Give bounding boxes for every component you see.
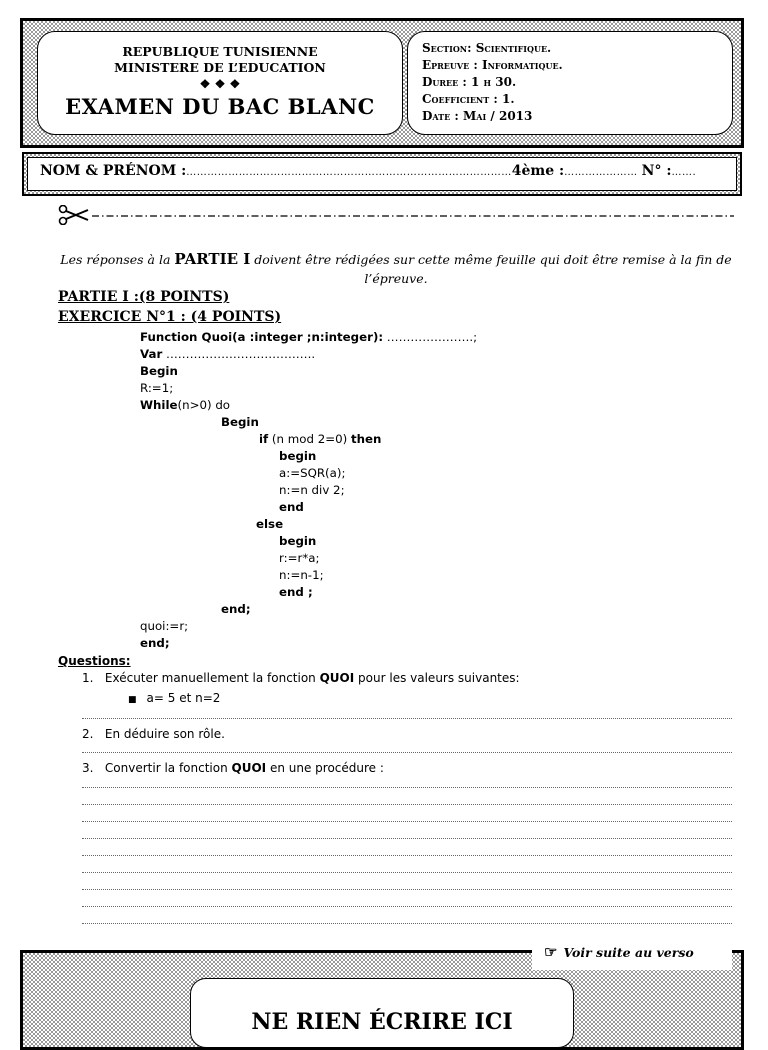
code-line-6: Begin bbox=[221, 415, 259, 429]
duree-info: Duree : 1 h 30. bbox=[422, 75, 517, 89]
answer-line[interactable] bbox=[82, 821, 732, 822]
code-line-12: else bbox=[256, 517, 284, 531]
code-line-15: n:=n-1; bbox=[279, 568, 324, 582]
questions-title: Questions: bbox=[58, 654, 131, 668]
question-1-bullet: ■ a= 5 et n=2 bbox=[128, 691, 221, 705]
question-3: 3. Convertir la fonction QUOI en une procédure : bbox=[82, 761, 384, 775]
code-line-18: quoi:=r; bbox=[140, 619, 189, 633]
answer-line[interactable] bbox=[82, 718, 732, 719]
student-info-line bbox=[27, 157, 737, 191]
code-line-14: r:=r*a; bbox=[279, 551, 320, 565]
code-line-5: While(n>0) do bbox=[140, 398, 231, 412]
exercice-title: EXERCICE N°1 : (4 POINTS) bbox=[58, 309, 282, 325]
code-line-7: if (n mod 2=0) then bbox=[259, 432, 382, 446]
section-info: Section: Scientifique. bbox=[422, 41, 552, 55]
cut-line bbox=[58, 205, 734, 225]
question-1: 1. Exécuter manuellement la fonction QUOI pour les valeurs suivantes: bbox=[82, 671, 520, 685]
instructions bbox=[58, 250, 734, 288]
exam-info-box bbox=[407, 31, 733, 135]
ministry-name: MINISTERE DE L’EDUCATION bbox=[114, 60, 326, 75]
code-line-8: begin bbox=[279, 449, 317, 463]
date-info: Date : Mai / 2013 bbox=[422, 109, 533, 123]
answer-line[interactable] bbox=[82, 838, 732, 839]
number-label: N° : bbox=[641, 163, 672, 179]
intro-text-2: doivent être rédigées sur cette même feuille qui doit être remise à la fin de l’épreuve. bbox=[254, 252, 732, 286]
verso-note bbox=[532, 940, 732, 970]
header-ministry-box bbox=[37, 31, 403, 135]
exam-title: EXAMEN DU BAC BLANC bbox=[65, 94, 375, 119]
coefficient-info: Coefficient : 1. bbox=[422, 92, 515, 106]
code-line-17: end; bbox=[221, 602, 251, 616]
code-line-2: Var ……………………………….. bbox=[140, 347, 316, 361]
code-line-1: Function Quoi(a :integer ;n:integer): ………………….; bbox=[140, 330, 478, 344]
country-name: REPUBLIQUE TUNISIENNE bbox=[122, 44, 318, 59]
answer-line[interactable] bbox=[82, 804, 732, 805]
answer-line[interactable] bbox=[82, 787, 732, 788]
code-line-19: end; bbox=[140, 636, 170, 650]
name-label: NOM & PRÉNOM : bbox=[40, 163, 187, 179]
code-line-16: end ; bbox=[279, 585, 313, 599]
question-2: 2. En déduire son rôle. bbox=[82, 727, 225, 741]
answer-line[interactable] bbox=[82, 872, 732, 873]
verso-label: Voir suite au verso bbox=[563, 945, 694, 960]
intro-text-1: Les réponses à la bbox=[60, 252, 171, 267]
ornament: ❖ ❖ ❖ bbox=[199, 77, 241, 91]
do-not-write-box bbox=[190, 978, 574, 1048]
code-line-11: end bbox=[279, 500, 304, 514]
answer-line[interactable] bbox=[82, 855, 732, 856]
code-line-3: Begin bbox=[140, 364, 178, 378]
partie-title: PARTIE I :(8 POINTS) bbox=[58, 289, 230, 305]
class-label: 4ème : bbox=[511, 163, 565, 179]
name-field[interactable]: ………………………………………………………………………………… bbox=[186, 167, 512, 178]
intro-partie: PARTIE I bbox=[174, 250, 251, 268]
answer-line[interactable] bbox=[82, 889, 732, 890]
scissors-icon bbox=[60, 206, 89, 225]
answer-line[interactable] bbox=[82, 906, 732, 907]
code-line-4: R:=1; bbox=[140, 381, 174, 395]
number-field[interactable]: ……. bbox=[671, 167, 697, 178]
pointing-hand-icon: ☞ bbox=[544, 943, 558, 961]
do-not-write-label: NE RIEN ÉCRIRE ICI bbox=[251, 1009, 513, 1035]
header-frame bbox=[20, 18, 744, 148]
code-line-9: a:=SQR(a); bbox=[279, 466, 346, 480]
student-info-frame bbox=[22, 152, 742, 196]
square-bullet-icon: ■ bbox=[128, 695, 137, 705]
class-field[interactable]: ………………… bbox=[564, 167, 638, 178]
code-line-13: begin bbox=[279, 534, 317, 548]
answer-line[interactable] bbox=[82, 923, 732, 924]
answer-line[interactable] bbox=[82, 752, 732, 753]
epreuve-info: Epreuve : Informatique. bbox=[422, 58, 563, 72]
code-line-10: n:=n div 2; bbox=[279, 483, 345, 497]
